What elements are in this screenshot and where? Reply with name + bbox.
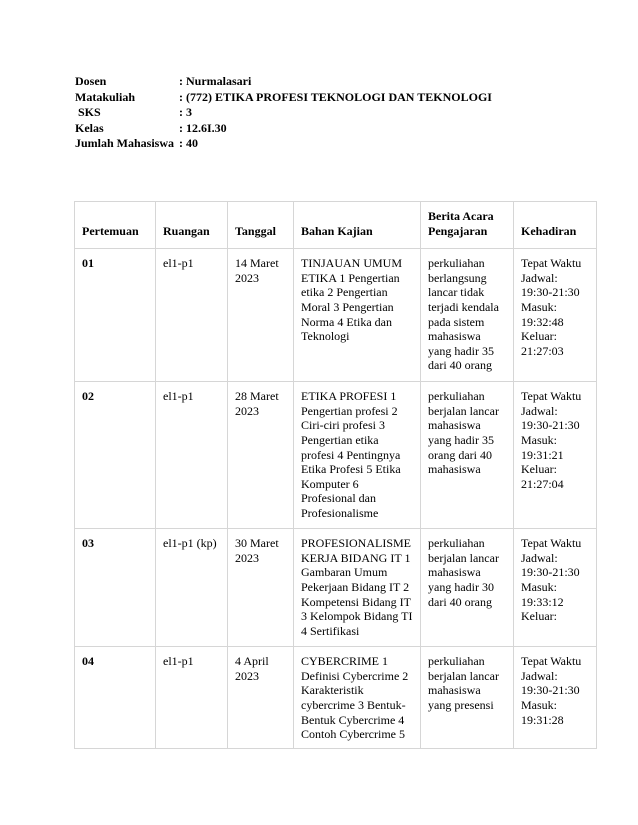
cell-tanggal: 4 April 2023 [228,647,294,749]
header-kehadiran: Kehadiran [514,202,597,249]
cell-tanggal: 14 Maret 2023 [228,249,294,382]
attendance-table [74,201,597,749]
cell-pertemuan: 04 [75,647,156,749]
dosen-label: Dosen [75,74,107,88]
jumlah-label: Jumlah Mahasiswa [75,136,175,150]
header-tanggal: Tanggal [228,202,294,249]
cell-ruangan: el1-p1 (kp) [156,529,228,647]
cell-kehadiran: Tepat Waktu Jadwal: 19:30-21:30 Masuk: 19:31:28 [514,647,597,749]
info-row-kelas [75,121,492,137]
matakuliah-label: Matakuliah [75,89,136,104]
cell-pertemuan: 01 [75,249,156,382]
cell-ruangan: el1-p1 [156,382,228,529]
kelas-value: : 12.6I.30 [179,120,227,135]
cell-pertemuan: 02 [75,382,156,529]
table-row [75,382,597,529]
header-ruangan: Ruangan [156,202,228,249]
table-row [75,249,597,382]
sks-label: SKS [78,105,101,119]
cell-kehadiran: Tepat Waktu Jadwal: 19:30-21:30 Masuk: 19:31:21 Keluar: 21:27:04 [514,382,597,529]
cell-bahan-kajian: PROFESIONALISME KERJA BIDANG IT 1 Gambaran Umum Pekerjaan Bidang IT 2 Kompetensi Bidang IT 3 Kelompok Bidang TI 4 Sertifikasi [294,529,421,647]
sks-value: : 3 [179,105,192,119]
cell-kehadiran: Tepat Waktu Jadwal: 19:30-21:30 Masuk: 19:32:48 Keluar: 21:27:03 [514,249,597,382]
cell-kehadiran: Tepat Waktu Jadwal: 19:30-21:30 Masuk: 19:33:12 Keluar: [514,529,597,647]
info-row-matakuliah [75,90,492,106]
cell-bahan-kajian: CYBERCRIME 1 Definisi Cybercrime 2 Karakteristik cybercrime 3 Bentuk-Bentuk Cybercrime 4 Contoh Cybercrime 5 [294,647,421,749]
header-bahan-kajian: Bahan Kajian [294,202,421,249]
cell-berita-acara: perkuliahan berjalan lancar mahasiswa yang presensi [421,647,514,749]
cell-berita-acara: perkuliahan berjalan lancar mahasiswa yang hadir 35 orang dari 40 mahasiswa [421,382,514,529]
dosen-value: : Nurmalasari [179,74,252,88]
info-row-dosen [75,74,492,90]
table-row [75,529,597,647]
cell-berita-acara: perkuliahan berlangsung lancar tidak terjadi kendala pada sistem mahasiswa yang hadir 35 dari 40 orang [421,249,514,382]
table-header-row [75,202,597,249]
info-row-jumlah [75,136,492,152]
header-berita-acara: Berita Acara Pengajaran [421,202,514,249]
cell-tanggal: 28 Maret 2023 [228,382,294,529]
cell-berita-acara: perkuliahan berjalan lancar mahasiswa yang hadir 30 dari 40 orang [421,529,514,647]
cell-ruangan: el1-p1 [156,647,228,749]
jumlah-value: : 40 [179,136,198,150]
matakuliah-value: : (772) ETIKA PROFESI TEKNOLOGI DAN TEKNOLOGI [179,89,492,104]
kelas-label: Kelas [75,120,104,135]
course-info [75,74,492,152]
cell-tanggal: 30 Maret 2023 [228,529,294,647]
cell-ruangan: el1-p1 [156,249,228,382]
header-pertemuan: Pertemuan [75,202,156,249]
table-row [75,647,597,749]
info-row-sks [75,105,492,121]
cell-bahan-kajian: ETIKA PROFESI 1 Pengertian profesi 2 Ciri-ciri profesi 3 Pengertian etika profesi 4 Pentingnya Etika Profesi 5 Etika Komputer 6 Profesional dan Profesionalisme [294,382,421,529]
cell-bahan-kajian: TINJAUAN UMUM ETIKA 1 Pengertian etika 2 Pengertian Moral 3 Pengertian Norma 4 Etika dan Teknologi [294,249,421,382]
cell-pertemuan: 03 [75,529,156,647]
